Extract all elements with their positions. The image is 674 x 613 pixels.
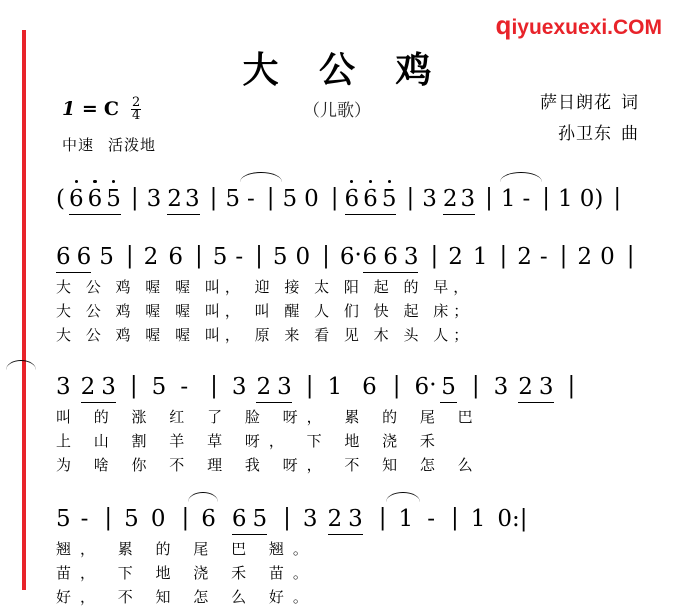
- note: 3: [231, 374, 247, 400]
- intro-close-paren: ): [594, 186, 604, 212]
- composer-credit: [558, 119, 638, 144]
- lyric-text: 上 山 割 羊 草 呀， 下 地 浇 禾: [56, 432, 444, 450]
- rest: 0: [304, 186, 319, 212]
- note: 6: [76, 244, 92, 270]
- slur-arc: [6, 360, 36, 370]
- beam-group: [518, 374, 553, 400]
- barline: |: [130, 185, 139, 211]
- page-title: 大 公 鸡: [242, 50, 446, 91]
- site-watermark: [496, 10, 662, 41]
- beam-group: [443, 186, 475, 212]
- note-extend: -: [180, 374, 189, 400]
- note-extend: -: [522, 186, 531, 212]
- score-line-2-notes: [56, 244, 634, 270]
- time-signature-denominator: 4: [131, 107, 141, 123]
- beam-group: [69, 186, 121, 212]
- note: 2: [577, 244, 593, 270]
- barline: |: [322, 243, 330, 269]
- score-line-3: [0, 372, 674, 474]
- barline: |: [125, 243, 134, 269]
- note: 5: [272, 244, 288, 270]
- watermark-text: iyuexuexi.COM: [511, 16, 662, 39]
- lyricist-role: 词: [621, 93, 638, 113]
- barline: |: [266, 185, 275, 211]
- note: 6: [344, 186, 360, 212]
- note: 6: [383, 244, 398, 270]
- note: 6: [363, 186, 378, 212]
- note: 1: [472, 244, 488, 270]
- note: 6: [231, 506, 247, 532]
- note: 3: [493, 374, 509, 400]
- note: 6: [362, 244, 378, 270]
- note: 3: [184, 186, 200, 212]
- barline: |: [392, 373, 401, 399]
- beam-group: [81, 374, 116, 400]
- note: 3: [302, 506, 318, 532]
- note-extend: -: [235, 244, 244, 270]
- barline: |: [430, 243, 439, 269]
- barline: |: [209, 185, 218, 211]
- note: 6: [87, 186, 103, 212]
- lyric-text: 大 公 鸡 喔 喔 叫， 叫 醒 人 们 快 起 床；: [56, 302, 474, 320]
- page-subtitle: （儿歌）: [303, 101, 371, 121]
- tempo-marking: [62, 134, 156, 155]
- tempo-text: 中速: [62, 136, 95, 154]
- rest: 0: [497, 506, 512, 532]
- note: 1: [398, 506, 414, 532]
- barline: |: [194, 243, 203, 269]
- note: 6: [362, 374, 377, 400]
- lyric-text: 叫 的 涨 红 了 脸 呀， 累 的 尾 巴: [56, 408, 482, 426]
- lyric-line-3-verse-1: [56, 406, 482, 427]
- note: 5: [225, 186, 240, 212]
- barline: |: [129, 373, 138, 399]
- note: 5: [124, 506, 139, 532]
- note: 1: [558, 186, 573, 212]
- barline: |: [613, 185, 622, 211]
- rest: 0: [150, 506, 166, 532]
- note: 3: [348, 506, 363, 532]
- barline: |: [181, 505, 190, 531]
- lyric-line-4-verse-3: [56, 586, 317, 607]
- rest: 0: [579, 186, 595, 212]
- note: 6: [414, 374, 430, 400]
- note: 2: [143, 244, 159, 270]
- note: 1: [500, 186, 516, 212]
- rest: 0: [600, 244, 615, 270]
- note: 6: [56, 244, 71, 270]
- note: 3: [101, 374, 116, 400]
- barline: |: [471, 373, 480, 399]
- beam-group: [328, 506, 363, 532]
- time-signature: [131, 95, 141, 123]
- note: 2: [80, 374, 96, 400]
- slur-arc: [386, 492, 420, 502]
- barline: |: [283, 505, 291, 531]
- time-signature-numerator: 2: [131, 95, 141, 111]
- augmentation-dot: ·: [354, 242, 362, 268]
- note: 5: [282, 186, 298, 212]
- note: 5: [99, 244, 114, 270]
- barline: |: [406, 185, 415, 211]
- note-extend: -: [427, 506, 435, 532]
- lyric-line-2-verse-1: [56, 276, 473, 297]
- beam-group: [363, 244, 419, 270]
- note: 3: [460, 186, 476, 212]
- note: 3: [146, 186, 162, 212]
- score-line-4: [0, 505, 674, 606]
- note: 5: [441, 374, 456, 400]
- expression-text: 活泼地: [108, 136, 157, 154]
- note: 3: [538, 374, 554, 400]
- lyric-line-3-verse-2: [56, 430, 444, 451]
- note: 6: [68, 186, 84, 212]
- note-extend: -: [246, 186, 255, 212]
- note: 5: [106, 186, 121, 212]
- note: 3: [56, 374, 71, 400]
- lyric-line-3-verse-3: [56, 454, 482, 475]
- score-line-2: [0, 242, 674, 344]
- note: 2: [442, 186, 458, 212]
- watermark-first-letter: q: [495, 10, 512, 40]
- lyric-text: 苗， 下 地 浇 禾 苗。: [56, 564, 317, 582]
- lyric-line-4-verse-2: [56, 562, 317, 583]
- score-line-1: [0, 185, 674, 212]
- barline: |: [305, 373, 314, 399]
- note: 1: [327, 374, 343, 400]
- beam-group: [232, 506, 267, 532]
- note: 2: [327, 506, 343, 532]
- barline: |: [255, 243, 263, 269]
- note: 2: [517, 244, 532, 270]
- note: 2: [256, 374, 272, 400]
- note: 5: [56, 506, 71, 532]
- beam-group: [56, 244, 91, 270]
- barline: |: [330, 185, 339, 211]
- lyric-text: 为 啥 你 不 理 我 呀， 不 知 怎 么: [56, 456, 482, 474]
- slur-arc: [240, 172, 282, 182]
- key-letter: C: [103, 98, 119, 120]
- barline: |: [485, 185, 493, 211]
- barline: |: [378, 505, 387, 531]
- augmentation-dot: ·: [429, 372, 437, 398]
- barline: |: [450, 505, 459, 531]
- lyric-text: 好， 不 知 怎 么 好。: [56, 588, 317, 606]
- note: 6: [168, 244, 183, 270]
- note: 5: [151, 374, 167, 400]
- note: 6: [339, 244, 355, 270]
- lyric-text: 大 公 鸡 喔 喔 叫， 迎 接 太 阳 起 的 早，: [56, 278, 474, 296]
- note: 1: [470, 506, 486, 532]
- lyricist-name: 萨日朗花: [540, 93, 612, 113]
- composer-role: 曲: [621, 124, 638, 144]
- note: 3: [403, 244, 419, 270]
- intro-open-paren: (: [56, 186, 65, 212]
- note: 6: [201, 506, 216, 532]
- note: 2: [518, 374, 533, 400]
- lyric-text: 翘， 累 的 尾 巴 翘。: [56, 540, 317, 558]
- barline: |: [567, 373, 576, 399]
- slur-arc: [188, 492, 218, 502]
- lyric-text: 大 公 鸡 喔 喔 叫， 原 来 看 见 木 头 人；: [56, 326, 474, 344]
- repeat-barline: :|: [512, 506, 528, 532]
- key-prefix: 1 =: [62, 98, 98, 120]
- note-extend: -: [80, 506, 89, 532]
- note: 2: [448, 244, 463, 270]
- barline: |: [542, 185, 551, 211]
- composer-name: 孙卫东: [558, 124, 612, 144]
- beam-group: [256, 374, 291, 400]
- note-extend: -: [539, 244, 548, 270]
- note: 5: [381, 186, 397, 212]
- score-line-4-notes: [56, 505, 528, 532]
- beam-group: [345, 186, 397, 212]
- rest: 0: [295, 244, 311, 270]
- lyricist-credit: [540, 88, 638, 113]
- key-signature: [62, 95, 141, 123]
- note: 5: [212, 244, 228, 270]
- lyric-line-4-verse-1: [56, 538, 317, 559]
- lyric-line-2-verse-3: [56, 324, 473, 345]
- note: 3: [422, 186, 437, 212]
- barline: |: [626, 243, 635, 269]
- slur-arc: [500, 172, 542, 182]
- barline: |: [499, 243, 508, 269]
- score-line-1-notes: [56, 186, 621, 212]
- barline: |: [210, 373, 218, 399]
- lyric-line-2-verse-2: [56, 300, 473, 321]
- barline: |: [104, 505, 113, 531]
- note: 3: [277, 374, 292, 400]
- barline: |: [559, 243, 568, 269]
- note: 5: [252, 506, 268, 532]
- beam-group: [167, 186, 199, 212]
- score-line-3-notes: [56, 374, 575, 400]
- note: 2: [167, 186, 182, 212]
